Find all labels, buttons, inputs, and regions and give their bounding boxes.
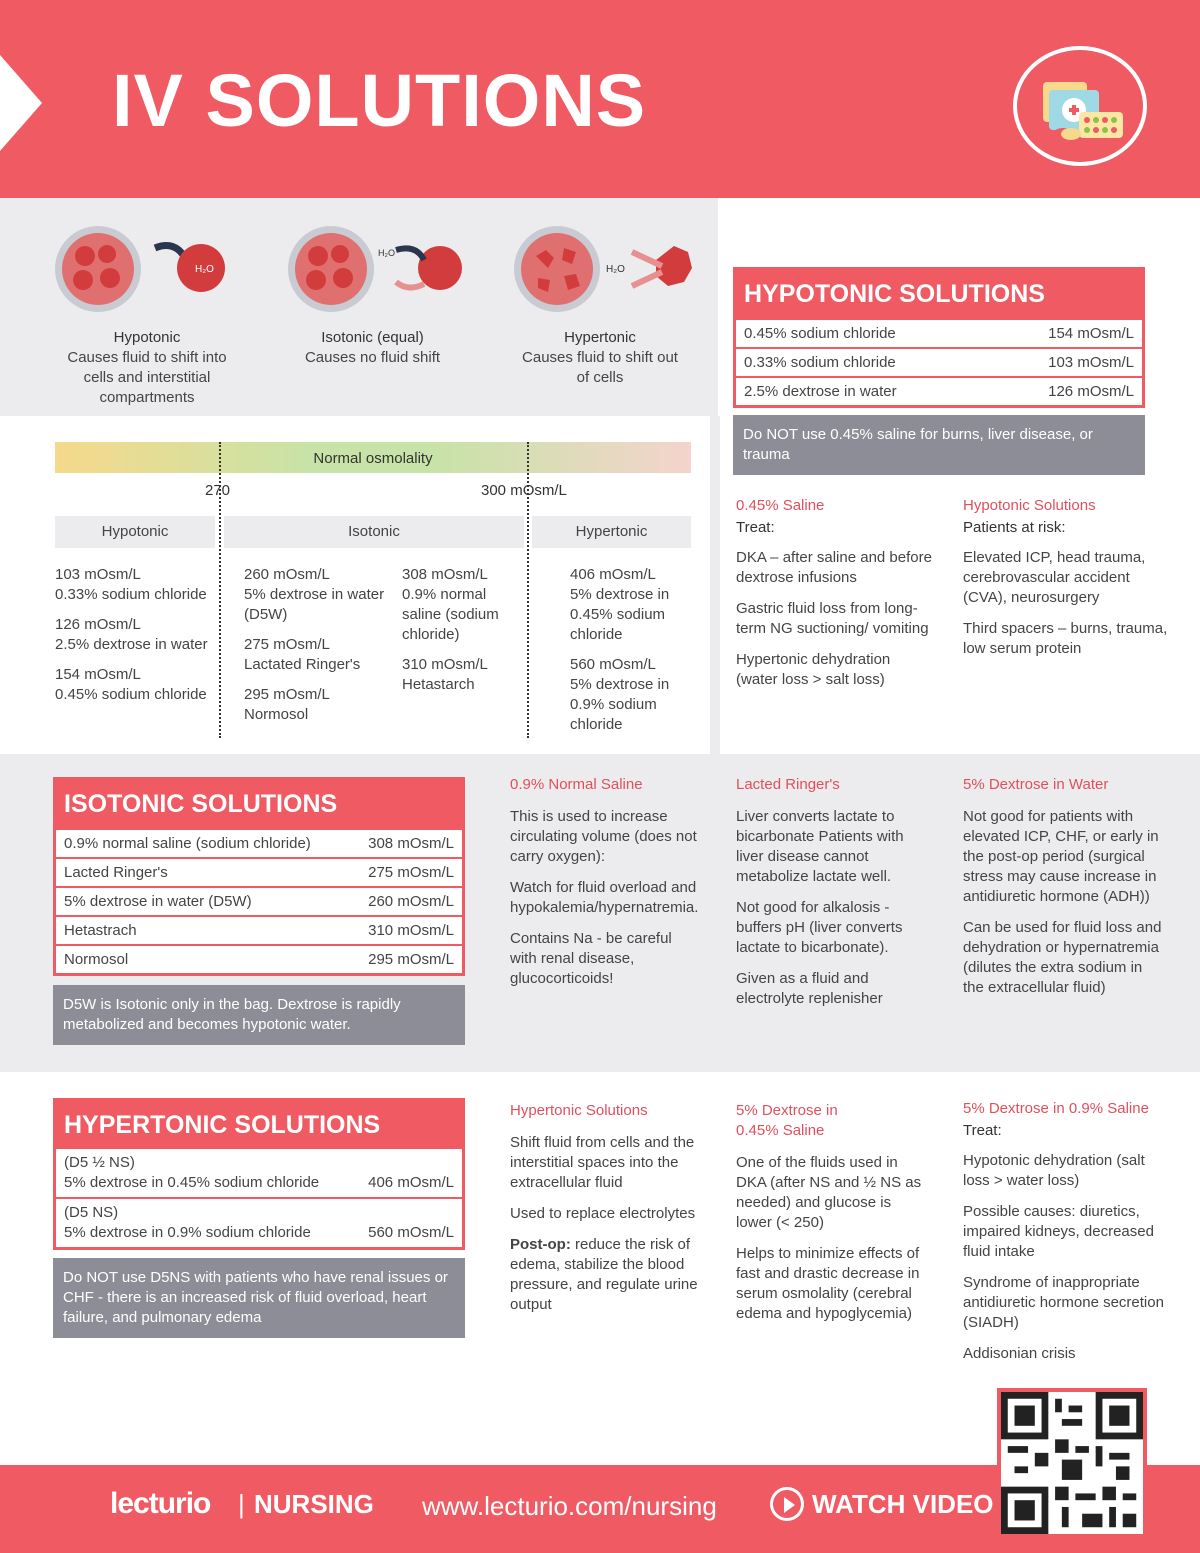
list-item: Contains Na - be careful with renal disease, glucocorticoids!	[510, 930, 672, 987]
list-item: Watch for fluid overload and hypokalemia/hypernatremia.	[510, 879, 699, 916]
isotonic-solutions-box	[53, 777, 465, 976]
footer-url-link[interactable]: www.lecturio.com/nursing	[422, 1491, 717, 1521]
d5-045-saline-section	[736, 1101, 926, 1335]
divider	[710, 416, 720, 754]
box-title: ISOTONIC SOLUTIONS	[56, 780, 462, 828]
list-item: Used to replace electrolytes	[510, 1205, 696, 1222]
list-item: Third spacers – burns, trauma, low serum protein	[963, 620, 1168, 657]
postop-text: reduce the risk of edema, stabilize the blood pressure, and regulate urine output	[510, 1236, 698, 1313]
list-item: 260 mOsm/L 5% dextrose in water (D5W)	[244, 566, 385, 623]
section-heading: 0.9% Normal Saline	[510, 776, 643, 793]
normal-saline-section	[510, 775, 700, 1000]
caption-name: Hypertonic	[564, 329, 636, 346]
row-value: 310 mOsm/L	[368, 922, 454, 939]
hypotonic-list	[55, 565, 220, 715]
play-icon[interactable]	[770, 1487, 804, 1521]
row-name: 5% dextrose in 0.9% sodium chloride	[64, 1224, 311, 1241]
hypertonic-solutions-box	[53, 1098, 465, 1250]
row-name: Normosol	[64, 951, 129, 968]
row-name: 5% dextrose in 0.45% sodium chloride	[64, 1174, 320, 1191]
lecturio-logo[interactable]: lecturio	[110, 1487, 211, 1520]
column-head-hypertonic: Hypertonic	[532, 516, 691, 548]
list-item: 275 mOsm/L Lactated Ringer's	[244, 636, 361, 673]
table-row	[736, 318, 1142, 347]
list-item: Addisonian crisis	[963, 1345, 1076, 1362]
footer-brand: NURSING	[254, 1489, 374, 1519]
caption-desc: Causes fluid to shift out of cells	[522, 349, 678, 386]
isotonic-cell-illustration	[288, 226, 468, 316]
caption-name: Hypotonic	[113, 329, 181, 346]
list-item: Shift fluid from cells and the interstitial spaces into the extracellular fluid	[510, 1134, 695, 1191]
watch-video-link[interactable]: WATCH VIDEO	[812, 1489, 994, 1519]
caption-name: Isotonic (equal)	[321, 329, 424, 346]
list-item	[510, 1235, 700, 1315]
isotonic-caption	[290, 328, 455, 368]
hypotonic-warning-note: Do NOT use 0.45% saline for burns, liver disease, or trauma	[733, 415, 1145, 475]
h2o-label: H₂O	[195, 264, 214, 275]
table-row	[56, 828, 462, 857]
row-name: 5% dextrose in water (D5W)	[64, 893, 252, 910]
isotonic-list-b	[402, 565, 522, 705]
list-item: Hypotonic dehydration (salt loss > water loss)	[963, 1152, 1145, 1189]
hypotonic-cell-illustration	[55, 226, 235, 316]
box-title: HYPOTONIC SOLUTIONS	[736, 270, 1142, 318]
list-item: 406 mOsm/L 5% dextrose in 0.45% sodium chloride	[570, 566, 670, 643]
list-item: Not good for patients with elevated ICP, CHF, or early in the post-op period (surgical stress may cause increase in antidiuretic hormone (ADH))	[963, 808, 1159, 905]
row-name: 0.9% normal saline (sodium chloride)	[64, 835, 311, 852]
row-value: 260 mOsm/L	[368, 893, 454, 910]
postop-label: Post-op:	[510, 1236, 571, 1253]
row-value: 126 mOsm/L	[1048, 383, 1134, 400]
section-heading: 5% Dextrose in 0.9% Saline	[963, 1100, 1149, 1117]
section-heading: 5% Dextrose in 0.45% Saline	[736, 1102, 838, 1139]
caption-desc: Causes no fluid shift	[304, 349, 441, 366]
table-row	[56, 1197, 462, 1247]
qr-code[interactable]	[997, 1388, 1147, 1538]
table-row	[736, 376, 1142, 405]
row-value: 406 mOsm/L	[368, 1174, 454, 1191]
hypotonic-solutions-box	[733, 267, 1145, 408]
row-name: Lacted Ringer's	[64, 864, 168, 881]
column-head-isotonic: Isotonic	[224, 516, 524, 548]
section-sub: Treat:	[963, 1122, 1002, 1139]
section-heading: 5% Dextrose in Water	[963, 776, 1109, 793]
list-item: One of the fluids used in DKA (after NS and ½ NS as needed) and glucose is lower (< 250)	[736, 1154, 922, 1231]
row-value: 560 mOsm/L	[368, 1224, 454, 1241]
table-row	[56, 944, 462, 973]
row-abbr: (D5 NS)	[64, 1204, 119, 1221]
section-heading: Hypotonic Solutions	[963, 497, 1096, 514]
osmolality-scale	[55, 442, 691, 473]
page-title: IV SOLUTIONS	[112, 59, 647, 142]
qr-code-icon	[1001, 1392, 1143, 1534]
list-item: DKA – after saline and before dextrose infusions	[736, 549, 932, 586]
h2o-label: H₂O	[378, 248, 395, 258]
hypotonic-risk-section	[963, 496, 1173, 670]
table-row	[56, 915, 462, 944]
column-head-hypotonic: Hypotonic	[55, 516, 215, 548]
list-item: Not good for alkalosis - buffers pH (liver converts lactate to bicarbonate).	[736, 899, 903, 956]
caption-desc: Causes fluid to shift into cells and interstitial compartments	[67, 349, 227, 406]
list-item: 154 mOsm/L 0.45% sodium chloride	[55, 666, 207, 703]
list-item: Syndrome of inappropriate antidiuretic hormone secretion (SIADH)	[963, 1274, 1164, 1331]
chevron-right-icon	[0, 55, 42, 151]
list-item: Liver converts lactate to bicarbonate Patients with liver disease cannot metabolize lactate well.	[736, 808, 904, 885]
list-item: 103 mOsm/L 0.33% sodium chloride	[55, 566, 207, 603]
list-item: 310 mOsm/L Hetastarch	[402, 656, 488, 693]
row-value: 275 mOsm/L	[368, 864, 454, 881]
hypotonic-caption	[52, 328, 242, 408]
list-item: 308 mOsm/L 0.9% normal saline (sodium chloride)	[402, 566, 499, 643]
scale-high: 300 mOsm/L	[481, 482, 567, 499]
list-item: Hypertonic dehydration (water loss > salt loss)	[736, 651, 891, 688]
box-title: HYPERTONIC SOLUTIONS	[56, 1101, 462, 1149]
list-item: Gastric fluid loss from long-term NG suctioning/ vomiting	[736, 600, 929, 637]
hypertonic-cell-illustration	[514, 226, 714, 316]
list-item: Possible causes: diuretics, impaired kidneys, decreased fluid intake	[963, 1203, 1154, 1260]
iv-bag-icon	[1013, 46, 1147, 166]
list-item: 560 mOsm/L 5% dextrose in 0.9% sodium chloride	[570, 656, 670, 733]
row-name: 0.33% sodium chloride	[744, 354, 896, 371]
d5w-section	[963, 775, 1163, 1009]
list-item: This is used to increase circulating volume (does not carry oxygen):	[510, 808, 697, 865]
row-name: 2.5% dextrose in water	[744, 383, 897, 400]
h2o-label: H₂O	[606, 264, 625, 275]
row-value: 295 mOsm/L	[368, 951, 454, 968]
table-row	[736, 347, 1142, 376]
list-item: Helps to minimize effects of fast and drastic decrease in serum osmolality (cerebral edema and hypoglycemia)	[736, 1245, 920, 1322]
isotonic-note: D5W is Isotonic only in the bag. Dextrose is rapidly metabolized and becomes hypotonic water.	[53, 985, 465, 1045]
table-row	[56, 857, 462, 886]
hypertonic-warning-note: Do NOT use D5NS with patients who have renal issues or CHF - there is an increased risk of fluid overload, heart failure, and pulmonary edema	[53, 1258, 465, 1338]
hypertonic-solutions-section	[510, 1101, 700, 1326]
section-sub: Treat:	[736, 519, 775, 536]
table-row	[56, 1149, 462, 1197]
list-item: Can be used for fluid loss and dehydration or hypernatremia (dilutes the extra sodium in the extracellular fluid)	[963, 919, 1162, 996]
section-heading: Lacted Ringer's	[736, 776, 840, 793]
row-value: 308 mOsm/L	[368, 835, 454, 852]
header	[0, 0, 1200, 198]
isotonic-list-a	[244, 565, 394, 735]
row-value: 154 mOsm/L	[1048, 325, 1134, 342]
scale-low: 270	[205, 482, 231, 499]
table-row	[56, 886, 462, 915]
saline-045-section	[736, 496, 932, 701]
row-name: 0.45% sodium chloride	[744, 325, 896, 342]
hypertonic-list	[570, 565, 690, 745]
row-name: Hetastrach	[64, 922, 137, 939]
list-item: 126 mOsm/L 2.5% dextrose in water	[55, 616, 208, 653]
section-sub: Patients at risk:	[963, 519, 1066, 536]
list-item: Elevated ICP, head trauma, cerebrovascular accident (CVA), neurosurgery	[963, 549, 1146, 606]
scale-label: Normal osmolality	[313, 450, 433, 467]
list-item: Given as a fluid and electrolyte replenisher	[736, 970, 883, 1007]
row-value: 103 mOsm/L	[1048, 354, 1134, 371]
section-heading: Hypertonic Solutions	[510, 1102, 648, 1119]
row-abbr: (D5 ½ NS)	[64, 1154, 135, 1171]
lacted-ringers-section	[736, 775, 926, 1020]
footer-divider: |	[238, 1489, 245, 1519]
section-heading: 0.45% Saline	[736, 497, 825, 514]
list-item: 295 mOsm/L Normosol	[244, 686, 330, 723]
hypertonic-caption	[522, 328, 678, 388]
d5-09-saline-section	[963, 1099, 1173, 1375]
